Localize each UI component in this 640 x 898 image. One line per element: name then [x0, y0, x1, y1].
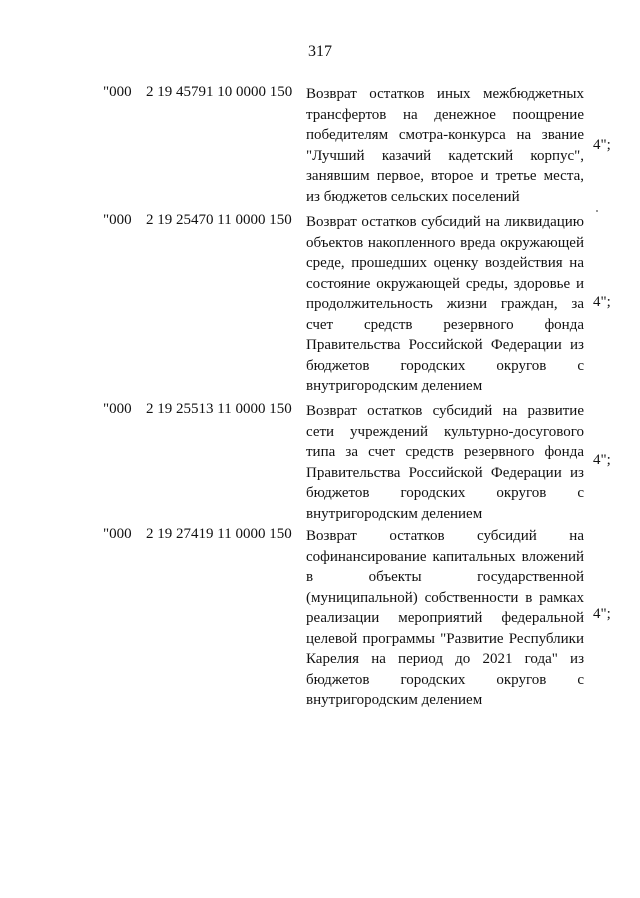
- entry-tail: 4";: [593, 137, 611, 153]
- entry-tail: 4";: [593, 606, 611, 622]
- entry-tail: 4";: [593, 294, 611, 310]
- budget-code: 2 19 27419 11 0000 150: [146, 526, 292, 542]
- budget-code: 2 19 45791 10 0000 150: [146, 84, 293, 100]
- budget-code: 2 19 25513 11 0000 150: [146, 401, 292, 417]
- entry-description: Возврат остатков субсидий на развитие сети учреждений культурно-досугового типа за счет средств резервного фонда Правительства Российской Федерации из бюджетов городских округов с внутригородским делением: [306, 403, 584, 522]
- opening-quote: "000: [103, 84, 132, 100]
- opening-quote: "000: [103, 401, 132, 417]
- budget-code: 2 19 25470 11 0000 150: [146, 212, 292, 228]
- entry-description: Возврат остатков субсидий на ликвидацию объектов накопленного вреда окружающей среде, прошедших оценку воздействия на состояние окружающей среды, здоровье и продолжительность жизни граждан, за счет средств резервного фонда Правительства Российской Федерации из бюджетов городских округов с внутригородским делением: [306, 214, 584, 394]
- opening-quote: "000: [103, 212, 132, 228]
- opening-quote: "000: [103, 526, 132, 542]
- entry-description: Возврат остатков иных межбюджетных трансфертов на денежное поощрение победителям смотра-конкурса на звание "Лучший казачий кадетский корпус", занявшим первое, второе и третье места, из бюджетов сельских поселений: [306, 86, 584, 205]
- page-number: 317: [308, 43, 332, 60]
- scan-dot: [596, 210, 598, 212]
- entry-description: Возврат остатков субсидий на софинансирование капитальных вложений в объекты государственной (муниципальной) собственности в рамках реализации мероприятий федеральной целевой программы "Развитие Республики Карелия на период до 2021 года" из бюджетов городских округов с внутригородским делением: [306, 528, 584, 708]
- entry-tail: 4";: [593, 452, 611, 468]
